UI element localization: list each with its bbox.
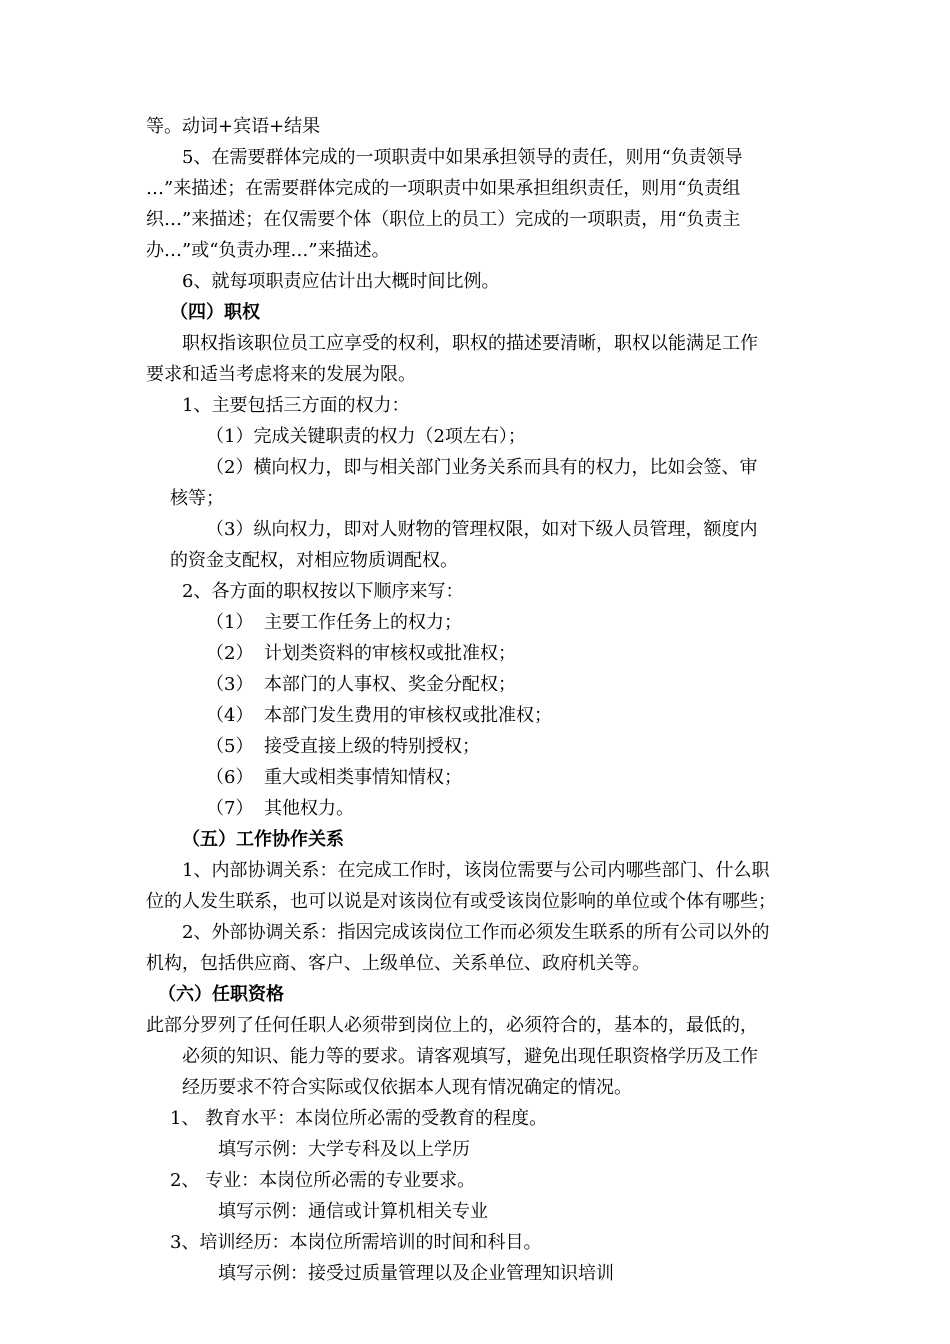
text-line: （1）完成关键职责的权力（2项左右）； <box>206 426 526 447</box>
text-line: 的资金支配权，对相应物质调配权。 <box>170 550 458 571</box>
text-line: 要求和适当考虑将来的发展为限。 <box>146 364 416 385</box>
list-text: 接受直接上级的特别授权； <box>264 736 480 757</box>
list-number: （2） <box>206 643 254 664</box>
text-line: 填写示例：大学专科及以上学历 <box>218 1139 470 1160</box>
list-number: （7） <box>206 798 254 819</box>
section-heading: （五）工作协作关系 <box>182 829 344 850</box>
list-item <box>206 704 552 728</box>
list-item <box>206 735 480 759</box>
text-line: 职权指该职位员工应享受的权利，职权的描述要清晰，职权以能满足工作 <box>182 333 758 354</box>
text-line: 填写示例：通信或计算机相关专业 <box>218 1201 488 1222</box>
text-line: 5、在需要群体完成的一项职责中如果承担领导的责任，则用“负责领导 <box>182 147 743 168</box>
list-text: 其他权力。 <box>264 798 354 819</box>
text-line: （2）横向权力，即与相关部门业务关系而具有的权力，比如会签、审 <box>206 457 758 478</box>
list-item <box>206 673 516 697</box>
list-text: 本部门发生费用的审核权或批准权； <box>264 705 552 726</box>
list-number: （3） <box>206 674 254 695</box>
text-line: 此部分罗列了任何任职人必须带到岗位上的，必须符合的，基本的，最低的， <box>146 1015 758 1036</box>
text-line: （3）纵向权力，即对人财物的管理权限，如对下级人员管理，额度内 <box>206 519 758 540</box>
list-item <box>206 797 354 821</box>
text-line: 必须的知识、能力等的要求。请客观填写，避免出现任职资格学历及工作 <box>182 1046 758 1067</box>
text-line: 位的人发生联系，也可以说是对该岗位有或受该岗位影响的单位或个体有哪些； <box>146 891 776 912</box>
text-line: 经历要求不符合实际或仅依据本人现有情况确定的情况。 <box>182 1077 632 1098</box>
text-line: 1、主要包括三方面的权力： <box>182 395 410 416</box>
text-line: 核等； <box>170 488 224 509</box>
text-line: 填写示例：接受过质量管理以及企业管理知识培训 <box>218 1263 614 1284</box>
text-line: 织…”来描述；在仅需要个体（职位上的员工）完成的一项职责，用“负责主 <box>146 209 741 230</box>
list-number: （1） <box>206 612 254 633</box>
text-line: 1、内部协调关系：在完成工作时，该岗位需要与公司内哪些部门、什么职 <box>182 860 770 881</box>
list-item <box>206 611 462 635</box>
text-line: …”来描述；在需要群体完成的一项职责中如果承担组织责任，则用“负责组 <box>146 178 741 199</box>
text-line: 3、培训经历：本岗位所需培训的时间和科目。 <box>170 1232 542 1253</box>
text-line: 机构，包括供应商、客户、上级单位、关系单位、政府机关等。 <box>146 953 650 974</box>
list-number: （4） <box>206 705 254 726</box>
list-item <box>206 642 516 666</box>
list-text: 计划类资料的审核权或批准权； <box>264 643 516 664</box>
text-line: 2、 专业：本岗位所必需的专业要求。 <box>170 1170 476 1191</box>
section-heading: （六）任职资格 <box>158 984 284 1005</box>
list-number: （6） <box>206 767 254 788</box>
text-line: 2、外部协调关系：指因完成该岗位工作而必须发生联系的所有公司以外的 <box>182 922 770 943</box>
list-text: 本部门的人事权、奖金分配权； <box>264 674 516 695</box>
section-heading: （四）职权 <box>170 302 260 323</box>
text-line: 6、就每项职责应估计出大概时间比例。 <box>182 271 500 292</box>
list-item <box>206 766 462 790</box>
text-line: 1、 教育水平：本岗位所必需的受教育的程度。 <box>170 1108 548 1129</box>
list-number: （5） <box>206 736 254 757</box>
text-line: 等。动词+宾语+结果 <box>146 116 321 137</box>
list-text: 重大或相类事情知情权； <box>264 767 462 788</box>
text-line: 办…”或“负责办理…”来描述。 <box>146 240 390 261</box>
list-text: 主要工作任务上的权力； <box>264 612 462 633</box>
text-line: 2、各方面的职权按以下顺序来写： <box>182 581 464 602</box>
